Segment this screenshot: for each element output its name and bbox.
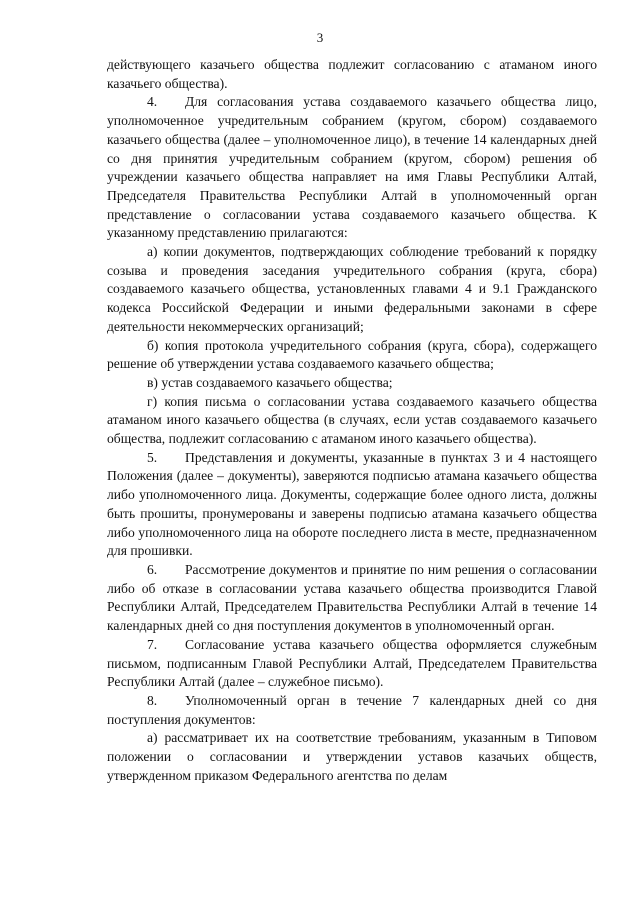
paragraph-item-8 <box>107 692 597 729</box>
paragraph-item-7 <box>107 636 597 692</box>
paragraph-continuation <box>107 56 597 93</box>
item-number: 4. <box>147 94 158 110</box>
item-number: 7. <box>147 636 158 652</box>
paragraph-text: Для согласования устава создаваемого казачьего общества лицо, уполномоченное учредительным собранием (кругом, сбором) создаваемого казачьего общества (далее – уполномоченное лицо), в течение 14 календарных дней со дня принятия учредительным собранием (кругом, сбором) решения об учреждении казачьего общества направляет на имя Главы Республики Алтай, Председателя Правительства Республики Алтай в уполномоченный орган представление о согласовании устава создаваемого казачьего общества. К указанному представлению прилагаются: <box>107 94 597 241</box>
paragraph-text: в) устав создаваемого казачьего общества; <box>147 374 393 390</box>
item-number: 6. <box>147 561 158 577</box>
subitem-4v <box>107 374 597 393</box>
item-number: 8. <box>147 692 158 708</box>
paragraph-text: а) копии документов, подтверждающих соблюдение требований к порядку созыва и проведения заседания учредительного собрания (круга, сбора) создаваемого казачьего общества, установленных главами 4 и 9.1 Гражданского кодекса Российской Федерации и иными федеральными законами в сфере деятельности некоммерческих организаций; <box>107 244 597 334</box>
subitem-4a <box>107 243 597 337</box>
paragraph-text: г) копия письма о согласовании устава создаваемого казачьего общества атаманом иного казачьего общества (в случаях, если устав создаваемого казачьего общества, подлежит согласованию с атаманом иного казачьего общества). <box>107 393 597 447</box>
paragraph-text: Представления и документы, указанные в пунктах 3 и 4 настоящего Положения (далее – документы), заверяются подписью атамана казачьего общества либо уполномоченного лица. Документы, содержащие более одного листа, должны быть прошиты, пронумерованы и заверены подписью атамана казачьего общества либо уполномоченного лица на обороте последнего листа в месте, предназначенном для прошивки. <box>107 449 597 559</box>
paragraph-item-4 <box>107 93 597 243</box>
subitem-4b <box>107 337 597 374</box>
page-number: 3 <box>316 30 324 45</box>
paragraph-text: б) копия протокола учредительного собрания (круга, сбора), содержащего решение об утверждении устава создаваемого казачьего общества; <box>107 337 597 372</box>
paragraph-text: действующего казачьего общества подлежит согласованию с атаманом иного казачьего общества). <box>107 57 597 91</box>
paragraph-item-5 <box>107 449 597 561</box>
paragraph-text: Уполномоченный орган в течение 7 календарных дней со дня поступления документов: <box>107 692 597 727</box>
paragraph-item-6 <box>107 561 597 636</box>
paragraph-text: Рассмотрение документов и принятие по ним решения о согласовании либо об отказе в согласовании устава казачьего общества производится Главой Республики Алтай, Председателем Правительства Республики Алтай в течение 14 календарных дней со дня поступления документов в уполномоченный орган. <box>107 561 597 634</box>
subitem-4g <box>107 393 597 449</box>
paragraph-text: Согласование устава казачьего общества оформляется служебным письмом, подписанным Главой Республики Алтай, Председателем Правительства Республики Алтай (далее – служебное письмо). <box>107 636 597 690</box>
item-number: 5. <box>147 449 158 465</box>
paragraph-text: а) рассматривает их на соответствие требованиям, указанным в Типовом положении о согласовании и утверждении уставов казачьих обществ, утвержденном приказом Федерального агентства по делам <box>107 730 597 783</box>
document-body <box>107 56 597 785</box>
subitem-8a <box>107 729 597 785</box>
